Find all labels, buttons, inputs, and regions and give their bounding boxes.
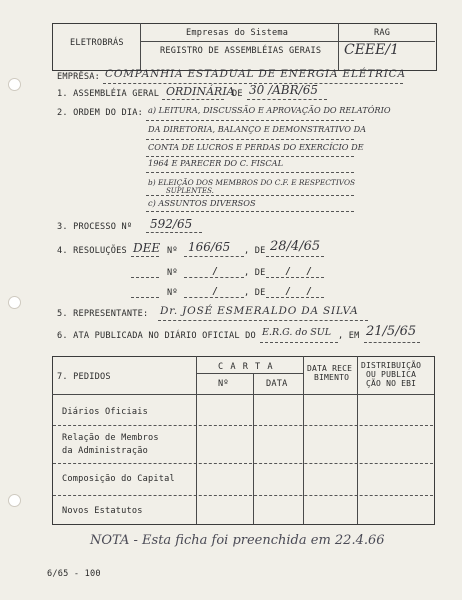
company-value: COMPANHIA ESTADUAL DE ENERGIA ELÉTRICA — [105, 68, 406, 80]
col-distribuicao: OU PUBLICA — [366, 370, 417, 379]
table-hline — [52, 394, 434, 395]
representative-value: Dr. JOSÉ ESMERALDO DA SILVA — [160, 305, 359, 317]
resolution-no-label: Nº — [167, 246, 178, 256]
punch-hole — [8, 78, 21, 91]
blank-line — [184, 277, 244, 278]
agenda-rule — [146, 211, 354, 212]
col-carta-data: DATA — [266, 379, 288, 389]
col-pedidos: 7. PEDIDOS — [57, 372, 111, 382]
punch-hole — [8, 494, 21, 507]
resolution-no-line — [184, 256, 244, 257]
row-label: Relação de Membros — [62, 433, 159, 443]
resolution-no: 166/65 — [188, 240, 231, 254]
representative-line — [158, 320, 368, 321]
assembly-type-line — [162, 99, 224, 100]
form-code-label: RAG — [374, 28, 391, 38]
col-carta: C A R T A — [218, 362, 274, 372]
col-distribuicao: ÇÃO NO EBI — [366, 379, 417, 388]
table-vline — [357, 356, 358, 524]
org-name: ELETROBRÁS — [70, 38, 124, 48]
published-date: 21/5/65 — [366, 324, 417, 339]
header-divider — [140, 23, 141, 70]
col-distribuicao: DISTRIBUIÇÃO — [361, 361, 422, 370]
published-date-line — [364, 342, 420, 343]
blank-line — [266, 297, 324, 298]
col-carta-no: Nº — [218, 379, 229, 389]
resolution-de-label: , DE — [244, 246, 266, 256]
resolution-no-label: Nº — [167, 268, 178, 278]
representative-label: 5. REPRESENTANTE: — [57, 309, 149, 319]
resolution-date: 28/4/65 — [270, 239, 321, 254]
published-state-line — [260, 342, 338, 343]
table-hline — [196, 373, 303, 374]
blank-line — [131, 297, 159, 298]
published-state: E.R.G. do SUL — [262, 327, 332, 338]
assembly-de: DE — [232, 89, 243, 99]
agenda-line: CONTA DE LUCROS E PERDAS DO EXERCÍCIO DE — [148, 142, 364, 152]
agenda-rule — [146, 195, 354, 196]
assembly-label: 1. ASSEMBLÉIA GERAL — [57, 89, 160, 99]
blank-line — [184, 297, 244, 298]
resolutions-label: 4. RESOLUÇÕES — [57, 246, 127, 256]
table-vline — [196, 356, 197, 524]
handwritten-note: NOTA - Esta ficha foi preenchida em 22.4.66 — [90, 533, 385, 548]
resolutions-org-line — [131, 256, 159, 257]
published-em: , EM — [338, 331, 360, 341]
table-vline — [303, 356, 304, 524]
resolution-date-line — [266, 256, 324, 257]
agenda-rule — [146, 139, 354, 140]
agenda-line: a) LEITURA, DISCUSSÃO E APROVAÇÃO DO RELATÓRIO — [148, 105, 391, 115]
slash-mark: / — [285, 286, 292, 297]
row-label: Diários Oficiais — [62, 407, 148, 417]
row-label: Composição do Capital — [62, 474, 175, 484]
resolution-de-label: , DE — [244, 288, 266, 298]
blank-line — [131, 277, 159, 278]
agenda-line: SUPLENTES. — [166, 187, 214, 195]
published-label: 6. ATA PUBLICADA NO DIÁRIO OFICIAL DO — [57, 331, 256, 341]
punch-hole — [8, 296, 21, 309]
form-title: REGISTRO DE ASSEMBLÉIAS GERAIS — [160, 46, 322, 56]
form-code-value: CEEE/1 — [344, 42, 399, 58]
agenda-line: c) ASSUNTOS DIVERSOS — [148, 198, 256, 208]
col-recebimento: DATA RECE — [307, 364, 353, 373]
blank-line — [266, 277, 324, 278]
table-vline — [253, 373, 254, 524]
assembly-date-line — [247, 99, 327, 100]
agenda-line: 1964 E PARECER DO C. FISCAL — [148, 158, 284, 168]
header-divider — [338, 23, 339, 70]
resolutions-org: DEE — [133, 241, 161, 255]
slash-mark: / — [306, 286, 313, 297]
process-line — [146, 232, 202, 233]
col-recebimento: BIMENTO — [314, 373, 350, 382]
agenda-rule — [146, 120, 354, 121]
agenda-line: b) ELEIÇÃO DOS MEMBROS DO C.F. E RESPECTIVOS — [148, 178, 356, 187]
assembly-date: 30 /ABR/65 — [249, 83, 318, 97]
row-label: da Administração — [62, 446, 148, 456]
table-row-divider — [53, 425, 433, 426]
slash-mark: / — [212, 286, 219, 297]
slash-mark: / — [285, 266, 292, 277]
agenda-rule — [146, 172, 354, 173]
table-row-divider — [53, 463, 433, 464]
resolution-no-label: Nº — [167, 288, 178, 298]
company-label: EMPRÊSA: — [57, 72, 100, 82]
system-label: Empresas do Sistema — [186, 28, 289, 38]
row-label: Novos Estatutos — [62, 506, 143, 516]
form-footer-code: 6/65 - 100 — [47, 569, 101, 579]
agenda-rule — [146, 156, 354, 157]
table-row-divider — [53, 495, 433, 496]
assembly-type: ORDINÁRIA — [166, 85, 235, 98]
process-value: 592/65 — [150, 217, 193, 231]
agenda-label: 2. ORDEM DO DIA: — [57, 108, 143, 118]
slash-mark: / — [306, 266, 313, 277]
process-label: 3. PROCESSO Nº — [57, 222, 133, 232]
slash-mark: / — [212, 266, 219, 277]
agenda-line: DA DIRETORIA, BALANÇO E DEMONSTRATIVO DA — [148, 124, 367, 134]
resolution-de-label: , DE — [244, 268, 266, 278]
